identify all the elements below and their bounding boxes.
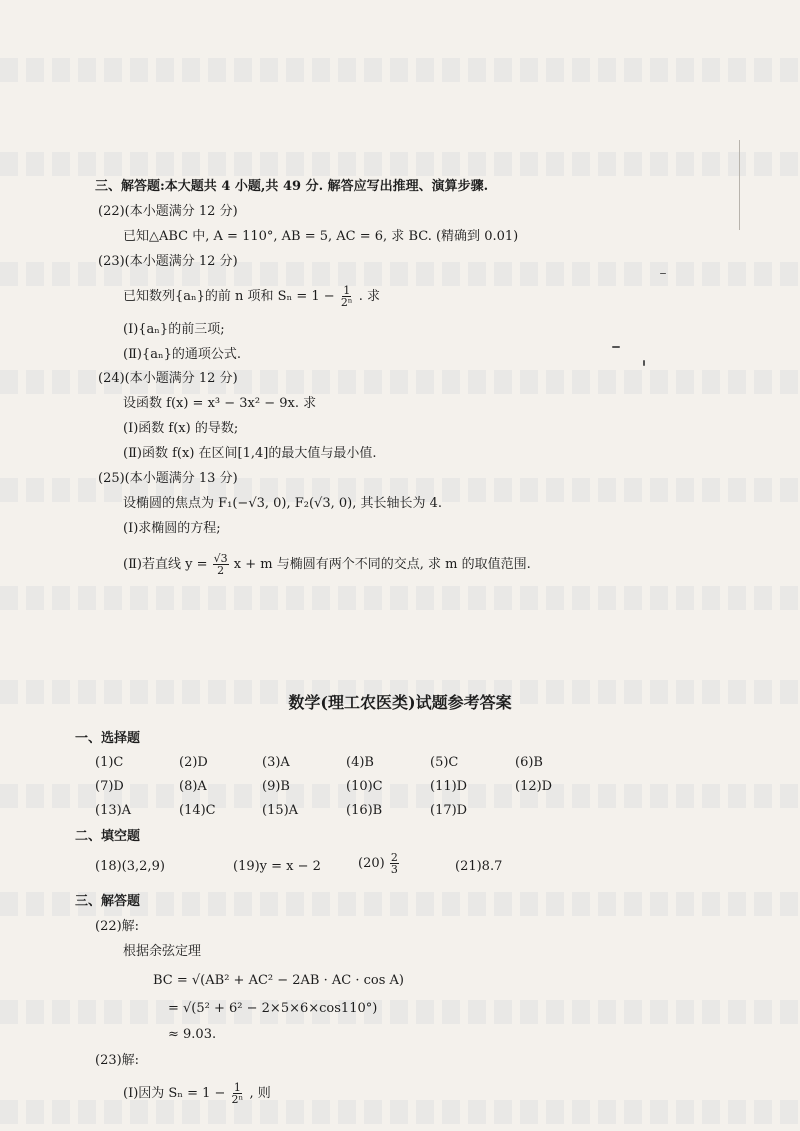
scan-edge-line (739, 140, 740, 230)
q23-text (123, 285, 380, 308)
section3-label: 三、解答题 (75, 894, 141, 909)
choice-answer: (12)D (515, 779, 553, 794)
fraction-numerator: √3 (213, 552, 228, 565)
q25-number: (25)(本小题满分 13 分) (98, 471, 238, 486)
q25-fraction (213, 553, 229, 576)
choice-answer: (15)A (262, 803, 299, 818)
choice-answer: (7)D (95, 779, 124, 794)
choice-answer: (8)A (179, 779, 207, 794)
watermark-band (0, 152, 800, 176)
fill-answer-21: (21)8.7 (455, 859, 503, 874)
watermark-band (0, 586, 800, 610)
choice-answer: (9)B (262, 779, 290, 794)
section2-label: 二、填空题 (75, 829, 141, 844)
part3-header: 三、解答题:本大题共 4 小题,共 49 分. 解答应写出推理、演算步骤. (95, 179, 489, 194)
choice-answer: (5)C (430, 755, 459, 770)
scan-speck (660, 273, 666, 274)
choice-answer: (3)A (262, 755, 290, 770)
q24-sub2: (Ⅱ)函数 f(x) 在区间[1,4]的最大值与最小值. (123, 446, 377, 461)
fraction-denominator: 2 (217, 564, 225, 577)
solution-23-post: , 则 (249, 1086, 271, 1101)
choice-answer: (14)C (179, 803, 216, 818)
q24-number: (24)(本小题满分 12 分) (98, 371, 238, 386)
watermark-band (0, 58, 800, 82)
solution-22-line2: BC = √(AB² + AC² − 2AB · AC · cos A) (153, 973, 404, 988)
q25-text: 设椭圆的焦点为 F₁(−√3, 0), F₂(√3, 0), 其长轴长为 4. (123, 496, 443, 511)
fraction-numerator: 1 (233, 1081, 241, 1094)
choice-answer: (11)D (430, 779, 468, 794)
solution-23-pre: (Ⅰ)因为 Sₙ = 1 − (123, 1086, 226, 1101)
fraction-numerator: 2 (390, 851, 398, 864)
choice-answer: (16)B (346, 803, 383, 818)
q22-text: 已知△ABC 中, A = 110°, AB = 5, AC = 6, 求 BC. (精确到 0.01) (123, 229, 519, 244)
choice-answer: (10)C (346, 779, 383, 794)
section1-label: 一、选择题 (75, 731, 141, 746)
watermark-band (0, 1000, 800, 1024)
q22-number: (22)(本小题满分 12 分) (98, 204, 238, 219)
choice-answer: (17)D (430, 803, 468, 818)
solution-22-label: (22)解: (95, 919, 140, 934)
q23-sub2: (Ⅱ){aₙ}的通项公式. (123, 347, 242, 362)
solution-22-line4: ≈ 9.03. (168, 1027, 217, 1042)
solution-22-line3: = √(5² + 6² − 2×5×6×cos110°) (168, 1001, 378, 1016)
choice-answer: (1)C (95, 755, 124, 770)
solution-23-line1 (123, 1082, 271, 1105)
choice-answer: (4)B (346, 755, 374, 770)
choice-answer: (2)D (179, 755, 208, 770)
q23-sub1: (Ⅰ){aₙ}的前三项; (123, 322, 225, 337)
solution-23-fraction (231, 1082, 245, 1105)
q23-text-post: . 求 (358, 289, 380, 304)
fill-answer-19: (19)y = x − 2 (233, 859, 321, 874)
fraction-denominator: 2ⁿ (231, 1093, 244, 1106)
solution-22-line1: 根据余弦定理 (123, 944, 202, 959)
q25-sub2 (123, 553, 531, 576)
fraction-numerator: 1 (343, 284, 351, 297)
q25-sub1: (Ⅰ)求椭圆的方程; (123, 521, 221, 536)
q25-sub2-pre: (Ⅱ)若直线 y = (123, 557, 208, 572)
solution-23-label: (23)解: (95, 1053, 140, 1068)
fraction-denominator: 3 (390, 863, 398, 876)
fraction-denominator: 2ⁿ (340, 296, 353, 309)
watermark-band (0, 1100, 800, 1124)
choice-answer: (13)A (95, 803, 132, 818)
q24-sub1: (Ⅰ)函数 f(x) 的导数; (123, 421, 239, 436)
q24-text: 设函数 f(x) = x³ − 3x² − 9x. 求 (123, 396, 317, 411)
q25-sub2-post: x + m 与椭圆有两个不同的交点, 求 m 的取值范围. (233, 557, 531, 572)
scan-speck (643, 360, 645, 366)
q23-text-pre: 已知数列{aₙ}的前 n 项和 Sₙ = 1 − (123, 289, 335, 304)
q23-number: (23)(本小题满分 12 分) (98, 254, 238, 269)
q23-fraction (340, 285, 354, 308)
choice-answer: (6)B (515, 755, 543, 770)
fill-answer-20-label: (20) (358, 856, 385, 871)
scan-speck (612, 346, 620, 348)
fill-answer-18: (18)(3,2,9) (95, 859, 165, 874)
fill-answer-20 (358, 852, 400, 875)
fill-answer-20-fraction (390, 852, 399, 875)
answer-key-title: 数学(理工农医类)试题参考答案 (288, 693, 512, 712)
